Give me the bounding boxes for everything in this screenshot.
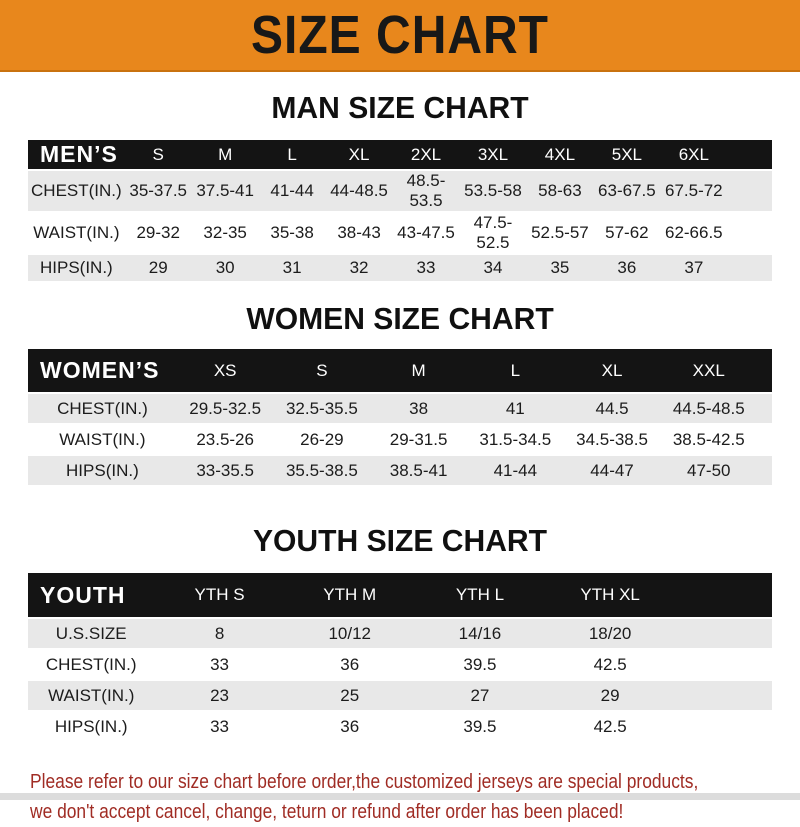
- table-row: [28, 212, 772, 254]
- table-cell: 67.5-72: [660, 170, 727, 212]
- table-header-row: [28, 140, 772, 170]
- section-women: [0, 303, 800, 487]
- table-column-header: S: [274, 349, 371, 393]
- table-cell: 27: [415, 680, 545, 711]
- table-cell: 41-44: [467, 455, 564, 486]
- table-cell: 33: [154, 711, 284, 742]
- table-cell: 36: [285, 649, 415, 680]
- table-column-header: XL: [326, 140, 393, 170]
- table-column-header: YTH S: [154, 573, 284, 618]
- disclaimer-line-1: Please refer to our size chart before order,the customized jerseys are special products,: [30, 771, 699, 793]
- table-cell: 38.5-41: [370, 455, 467, 486]
- table-row: [28, 393, 772, 424]
- table-cell: 29-31.5: [370, 424, 467, 455]
- table-cell-spacer: [727, 170, 772, 212]
- row-label: WAIST(IN.): [28, 424, 177, 455]
- table-row: [28, 618, 772, 649]
- table-cell-spacer: [757, 455, 772, 486]
- page-title: SIZE CHART: [251, 5, 549, 65]
- table-cell: 44-48.5: [326, 170, 393, 212]
- table-cell: 35: [526, 254, 593, 282]
- section-men: [0, 92, 800, 283]
- table-row: [28, 711, 772, 742]
- youth-size-table: [28, 573, 772, 743]
- table-cell: 43-47.5: [393, 212, 460, 254]
- men-size-table: [28, 140, 772, 283]
- table-cell: 47-50: [660, 455, 757, 486]
- table-column-spacer: [727, 140, 772, 170]
- table-cell-spacer: [727, 254, 772, 282]
- table-cell: 37.5-41: [192, 170, 259, 212]
- women-section-title: WOMEN SIZE CHART: [246, 301, 554, 336]
- table-column-header: 6XL: [660, 140, 727, 170]
- table-column-header: YTH L: [415, 573, 545, 618]
- table-cell: 41-44: [259, 170, 326, 212]
- row-label: HIPS(IN.): [28, 455, 177, 486]
- table-column-header: S: [125, 140, 192, 170]
- table-cell: 23: [154, 680, 284, 711]
- table-cell: 33-35.5: [177, 455, 274, 486]
- table-column-header: YTH M: [285, 573, 415, 618]
- men-section-title: MAN SIZE CHART: [271, 90, 529, 125]
- women-size-table: [28, 349, 772, 487]
- disclaimer-line-2: we don't accept cancel, change, teturn or refund after order has been placed!: [30, 801, 624, 823]
- table-cell: 32-35: [192, 212, 259, 254]
- table-cell: 39.5: [415, 711, 545, 742]
- table-cell: 39.5: [415, 649, 545, 680]
- table-cell: 14/16: [415, 618, 545, 649]
- table-column-header: L: [259, 140, 326, 170]
- table-cell: 37: [660, 254, 727, 282]
- table-cell: 38.5-42.5: [660, 424, 757, 455]
- table-cell: 34: [459, 254, 526, 282]
- table-cell: 63-67.5: [593, 170, 660, 212]
- row-label: HIPS(IN.): [28, 254, 125, 282]
- table-cell-spacer: [675, 711, 772, 742]
- table-header-label: WOMEN’S: [28, 349, 177, 393]
- table-cell: 18/20: [545, 618, 675, 649]
- table-cell: 38: [370, 393, 467, 424]
- table-cell: 38-43: [326, 212, 393, 254]
- table-column-header: XL: [564, 349, 661, 393]
- table-column-header: M: [192, 140, 259, 170]
- row-label: CHEST(IN.): [28, 170, 125, 212]
- table-cell: 23.5-26: [177, 424, 274, 455]
- table-cell: 26-29: [274, 424, 371, 455]
- table-cell: 35-37.5: [125, 170, 192, 212]
- table-cell-spacer: [757, 393, 772, 424]
- table-cell: 47.5-52.5: [459, 212, 526, 254]
- table-column-spacer: [675, 573, 772, 618]
- table-cell: 33: [154, 649, 284, 680]
- table-column-header: YTH XL: [545, 573, 675, 618]
- table-row: [28, 424, 772, 455]
- table-row: [28, 254, 772, 282]
- table-cell: 32: [326, 254, 393, 282]
- table-header-row: [28, 573, 772, 618]
- row-label: U.S.SIZE: [28, 618, 154, 649]
- table-column-header: M: [370, 349, 467, 393]
- table-cell: 44-47: [564, 455, 661, 486]
- table-column-header: 2XL: [393, 140, 460, 170]
- row-label: WAIST(IN.): [28, 212, 125, 254]
- table-cell-spacer: [757, 424, 772, 455]
- table-cell: 62-66.5: [660, 212, 727, 254]
- table-cell: 42.5: [545, 711, 675, 742]
- table-cell: 57-62: [593, 212, 660, 254]
- table-column-header: 5XL: [593, 140, 660, 170]
- table-cell: 52.5-57: [526, 212, 593, 254]
- table-header-label: YOUTH: [28, 573, 154, 618]
- table-cell-spacer: [675, 618, 772, 649]
- table-cell: 58-63: [526, 170, 593, 212]
- table-cell: 44.5: [564, 393, 661, 424]
- table-cell: 8: [154, 618, 284, 649]
- table-header-label: MEN’S: [28, 140, 125, 170]
- table-row: [28, 170, 772, 212]
- table-cell: 29: [125, 254, 192, 282]
- table-cell: 44.5-48.5: [660, 393, 757, 424]
- table-cell: 30: [192, 254, 259, 282]
- table-column-header: 3XL: [459, 140, 526, 170]
- table-cell: 41: [467, 393, 564, 424]
- table-column-spacer: [757, 349, 772, 393]
- table-cell: 36: [593, 254, 660, 282]
- table-cell: 29: [545, 680, 675, 711]
- row-label: CHEST(IN.): [28, 649, 154, 680]
- bottom-edge-strip: [0, 793, 800, 800]
- table-column-header: XS: [177, 349, 274, 393]
- table-cell: 31: [259, 254, 326, 282]
- table-cell: 29.5-32.5: [177, 393, 274, 424]
- table-cell: 35.5-38.5: [274, 455, 371, 486]
- table-cell: 25: [285, 680, 415, 711]
- table-cell: 29-32: [125, 212, 192, 254]
- banner: [0, 0, 800, 72]
- table-row: [28, 680, 772, 711]
- table-cell-spacer: [675, 649, 772, 680]
- table-column-header: L: [467, 349, 564, 393]
- table-cell: 31.5-34.5: [467, 424, 564, 455]
- table-cell: 42.5: [545, 649, 675, 680]
- table-cell: 53.5-58: [459, 170, 526, 212]
- table-cell: 34.5-38.5: [564, 424, 661, 455]
- youth-section-title: YOUTH SIZE CHART: [252, 523, 548, 558]
- table-row: [28, 649, 772, 680]
- table-cell: 33: [393, 254, 460, 282]
- table-column-header: XXL: [660, 349, 757, 393]
- table-header-row: [28, 349, 772, 393]
- section-youth: [0, 525, 800, 743]
- table-cell-spacer: [727, 212, 772, 254]
- table-cell-spacer: [675, 680, 772, 711]
- table-column-header: 4XL: [526, 140, 593, 170]
- row-label: WAIST(IN.): [28, 680, 154, 711]
- row-label: HIPS(IN.): [28, 711, 154, 742]
- table-row: [28, 455, 772, 486]
- row-label: CHEST(IN.): [28, 393, 177, 424]
- table-cell: 36: [285, 711, 415, 742]
- table-cell: 32.5-35.5: [274, 393, 371, 424]
- table-cell: 48.5-53.5: [393, 170, 460, 212]
- table-cell: 10/12: [285, 618, 415, 649]
- table-cell: 35-38: [259, 212, 326, 254]
